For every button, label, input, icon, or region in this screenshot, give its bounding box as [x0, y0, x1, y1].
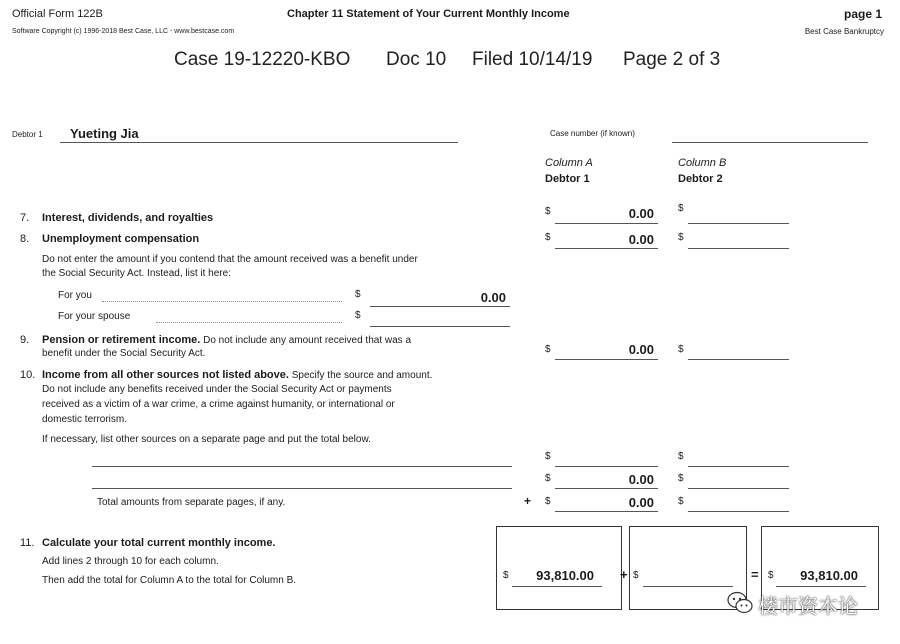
line11-total-field	[776, 586, 866, 587]
copyright-text: Software Copyright (c) 1996-2018 Best Case, LLC - www.bestcase.com	[12, 28, 235, 35]
line9-number: 9.	[20, 334, 30, 346]
line8-a-dollar: $	[545, 232, 551, 243]
line7-a-dollar: $	[545, 206, 551, 217]
line7-number: 7.	[20, 212, 30, 224]
line10-label: Income from all other sources not listed above.	[42, 369, 289, 381]
line10-source-2-field	[92, 488, 512, 489]
for-you-label: For you	[58, 290, 92, 301]
line11-label: Calculate your total current monthly income.	[42, 537, 276, 549]
line8-note-2: the Social Security Act. Instead, list it here:	[42, 268, 231, 279]
line11-a-field	[512, 586, 602, 587]
form-title: Chapter 11 Statement of Your Current Monthly Income	[287, 8, 570, 20]
line7-a-field	[555, 223, 658, 224]
line10-row1-b-field	[688, 466, 789, 467]
line8-b-field	[688, 248, 789, 249]
page-label: page 1	[843, 7, 882, 21]
line10-total-a-field	[555, 511, 658, 512]
line10-row2-a-dollar: $	[545, 473, 551, 484]
line9-note-2: benefit under the Social Security Act.	[42, 348, 206, 359]
line10-number: 10.	[20, 369, 36, 381]
line9-b-field	[688, 359, 789, 360]
column-a-sub: Debtor 1	[545, 173, 590, 185]
line7-a-amount: 0.00	[628, 206, 654, 221]
line10-total-plus: +	[524, 494, 532, 508]
for-spouse-dollar: $	[355, 310, 361, 321]
stamp-filed: Filed 10/14/19	[472, 49, 593, 70]
stamp-case: Case 19-12220-KBO	[174, 49, 351, 70]
debtor-label: Debtor 1	[12, 130, 43, 139]
line9-label: Pension or retirement income.	[42, 334, 201, 346]
brand-text: Best Case Bankruptcy	[804, 27, 884, 36]
line8-number: 8.	[20, 233, 30, 245]
line10-text-1	[42, 369, 432, 381]
line11-a-dollar: $	[503, 570, 509, 581]
line10-source-1-field	[92, 466, 512, 467]
line10-total-a-dollar: $	[545, 496, 551, 507]
line10-row1-a-field	[555, 466, 658, 467]
line8-b-dollar: $	[678, 232, 684, 243]
line10-row1-b-dollar: $	[678, 451, 684, 462]
line9-text-1	[42, 334, 411, 346]
line8-note-1: Do not enter the amount if you contend that the amount received was a benefit under	[42, 254, 418, 265]
line11-a-amount: 93,810.00	[536, 568, 594, 583]
case-number-label: Case number (if known)	[550, 129, 635, 138]
line9-a-amount: 0.00	[628, 342, 654, 357]
line10-row1-a-dollar: $	[545, 451, 551, 462]
line10-note-2: Do not include any benefits received under the Social Security Act or payments	[42, 384, 392, 395]
for-you-amount: 0.00	[480, 290, 506, 305]
stamp-doc: Doc 10	[386, 49, 447, 70]
debtor-name-line	[60, 142, 458, 143]
line10-note-1: Specify the source and amount.	[288, 370, 433, 381]
line7-label: Interest, dividends, and royalties	[42, 212, 214, 224]
line10-row2-b-dollar: $	[678, 473, 684, 484]
line11-note-2: Then add the total for Column A to the total for Column B.	[42, 575, 297, 586]
line10-note-3: received as a victim of a war crime, a crime against humanity, or international or	[42, 399, 395, 410]
case-number-field	[672, 142, 868, 143]
line7-b-dollar: $	[678, 203, 684, 214]
line9-a-field	[555, 359, 658, 360]
column-b-sub: Debtor 2	[678, 173, 723, 185]
watermark-text: 楼市资本论	[758, 594, 858, 618]
for-you-field	[370, 306, 510, 307]
line10-row2-a-amount: 0.00	[628, 472, 654, 487]
line10-note-5: If necessary, list other sources on a separate page and put the total below.	[42, 434, 371, 445]
for-spouse-leader	[156, 322, 342, 323]
line9-a-dollar: $	[545, 344, 551, 355]
column-b-title: Column B	[678, 157, 727, 169]
line10-note-4: domestic terrorism.	[42, 414, 128, 425]
line11-b-dollar: $	[633, 570, 639, 581]
debtor-name: Yueting Jia	[70, 126, 139, 141]
line9-note-1: Do not include any amount received that was a	[200, 335, 412, 346]
line7-b-field	[688, 223, 789, 224]
form-name: Official Form 122B	[12, 8, 103, 20]
line10-row2-b-field	[688, 488, 789, 489]
line11-b-field	[643, 586, 733, 587]
line11-number: 11.	[20, 537, 35, 549]
line8-a-amount: 0.00	[628, 232, 654, 247]
line10-row2-a-field	[555, 488, 658, 489]
stamp-page: Page 2 of 3	[623, 49, 721, 70]
line11-note-1: Add lines 2 through 10 for each column.	[42, 556, 219, 567]
for-spouse-label: For your spouse	[58, 311, 131, 322]
line10-total-b-field	[688, 511, 789, 512]
for-you-dollar: $	[355, 289, 361, 300]
line8-label: Unemployment compensation	[42, 233, 200, 245]
wechat-icon	[726, 589, 754, 617]
column-a-title: Column A	[545, 157, 593, 169]
for-spouse-field	[370, 326, 510, 327]
line10-total-b-dollar: $	[678, 496, 684, 507]
line10-total-a-amount: 0.00	[628, 495, 654, 510]
line8-a-field	[555, 248, 658, 249]
for-you-leader	[102, 301, 342, 302]
line11-plus: +	[620, 567, 628, 582]
line11-total-dollar: $	[768, 570, 774, 581]
line10-total-label: Total amounts from separate pages, if any.	[97, 497, 286, 508]
line9-b-dollar: $	[678, 344, 684, 355]
line11-equals: =	[751, 567, 759, 582]
line11-total-amount: 93,810.00	[800, 568, 858, 583]
